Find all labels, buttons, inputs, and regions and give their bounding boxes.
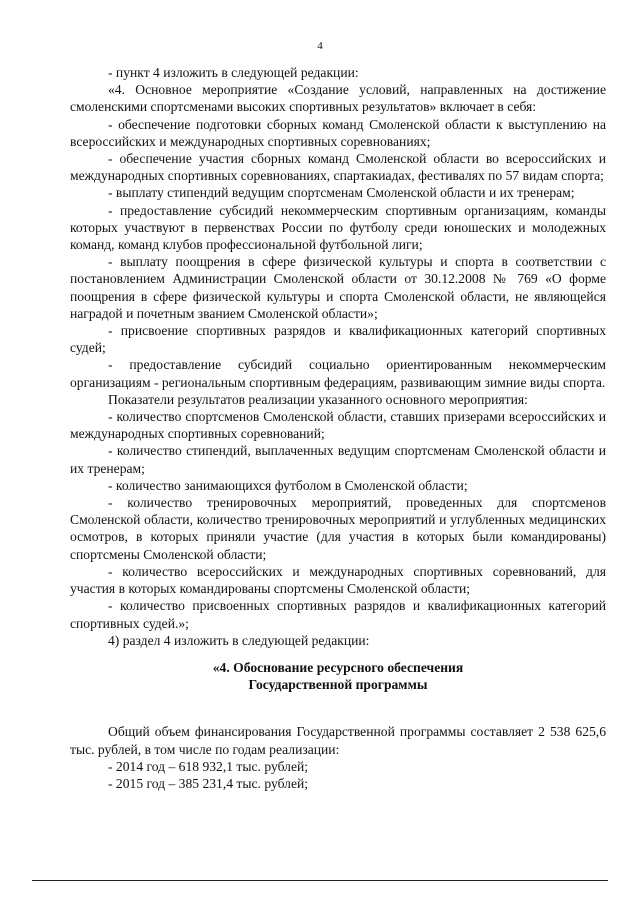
document-body	[70, 64, 606, 792]
paragraph: - количество всероссийских и международных спортивных соревнований, для участия в которых командированы спортсмены Смоленской области;	[70, 563, 606, 597]
paragraph: 4) раздел 4 изложить в следующей редакции:	[108, 632, 370, 648]
paragraph: Показатели результатов реализации указанного основного мероприятия:	[108, 391, 528, 407]
paragraph: - присвоение спортивных разрядов и квалификационных категорий спортивных судей;	[70, 323, 606, 356]
paragraph: - количество спортсменов Смоленской области, ставших призерами всероссийских и международных спортивных соревнований;	[70, 409, 606, 442]
paragraph: - предоставление субсидий некоммерческим спортивным организациям, команды которых участвуют в первенствах России по футболу среди юношеских и молодежных команд, команд клубов профессиональной футбольной лиги;	[70, 202, 606, 253]
paragraph: Общий объем финансирования Государственной программы составляет 2 538 625,6 тыс. рублей, в том числе по годам реализации:	[70, 724, 606, 757]
paragraph: - обеспечение подготовки сборных команд Смоленской области к выступлению на всероссийских и международных спортивных соревнованиях;	[70, 116, 606, 149]
paragraph: - количество занимающихся футболом в Смоленской области;	[108, 477, 468, 493]
paragraph: - выплату стипендий ведущим спортсменам Смоленской области и их тренерам;	[108, 185, 575, 201]
paragraph: - обеспечение участия сборных команд Смоленской области во всероссийских и международных спортивных соревнованиях, спартакиадах, фестивалях по 57 видам спорта;	[70, 151, 606, 184]
paragraph: - 2015 год – 385 231,4 тыс. рублей;	[108, 775, 309, 791]
section-heading-line: «4. Обоснование ресурсного обеспечения	[212, 659, 464, 675]
paragraph: - выплату поощрения в сфере физической культуры и спорта в соответствии с постановлением Администрации Смоленской области от 30.12.2008 № 769 «О форме поощрения в сфере физической культуры и спорта Смоленской области, не являющейся наградой и почетным званием Смоленской области»;	[70, 254, 606, 321]
paragraph: - пункт 4 изложить в следующей редакции:	[108, 65, 359, 80]
paragraph: - количество тренировочных мероприятий, проведенных для спортсменов Смоленской области, количество тренировочных мероприятий и углубленных медицинских осмотров, в которых приняли участие (для участия в которых были командированы) спортсмены Смоленской области;	[70, 495, 606, 562]
paragraph: - количество стипендий, выплаченных ведущим спортсменам Смоленской области и их тренерам;	[70, 443, 606, 476]
footer-divider	[32, 880, 608, 881]
section-heading	[70, 659, 606, 693]
section-heading-line: Государственной программы	[248, 677, 428, 693]
paragraph: - 2014 год – 618 932,1 тыс. рублей;	[108, 758, 309, 774]
page-number: 4	[317, 40, 323, 52]
paragraph: - предоставление субсидий социально ориентированным некоммерческим организациям - региональным спортивным федерациям, развивающим зимние виды спорта.	[70, 357, 606, 390]
paragraph: - количество присвоенных спортивных разрядов и квалификационных категорий спортивных судей.»;	[70, 598, 606, 631]
paragraph: «4. Основное мероприятие «Создание условий, направленных на достижение смоленскими спортсменами высоких спортивных результатов» включает в себя:	[70, 82, 606, 115]
